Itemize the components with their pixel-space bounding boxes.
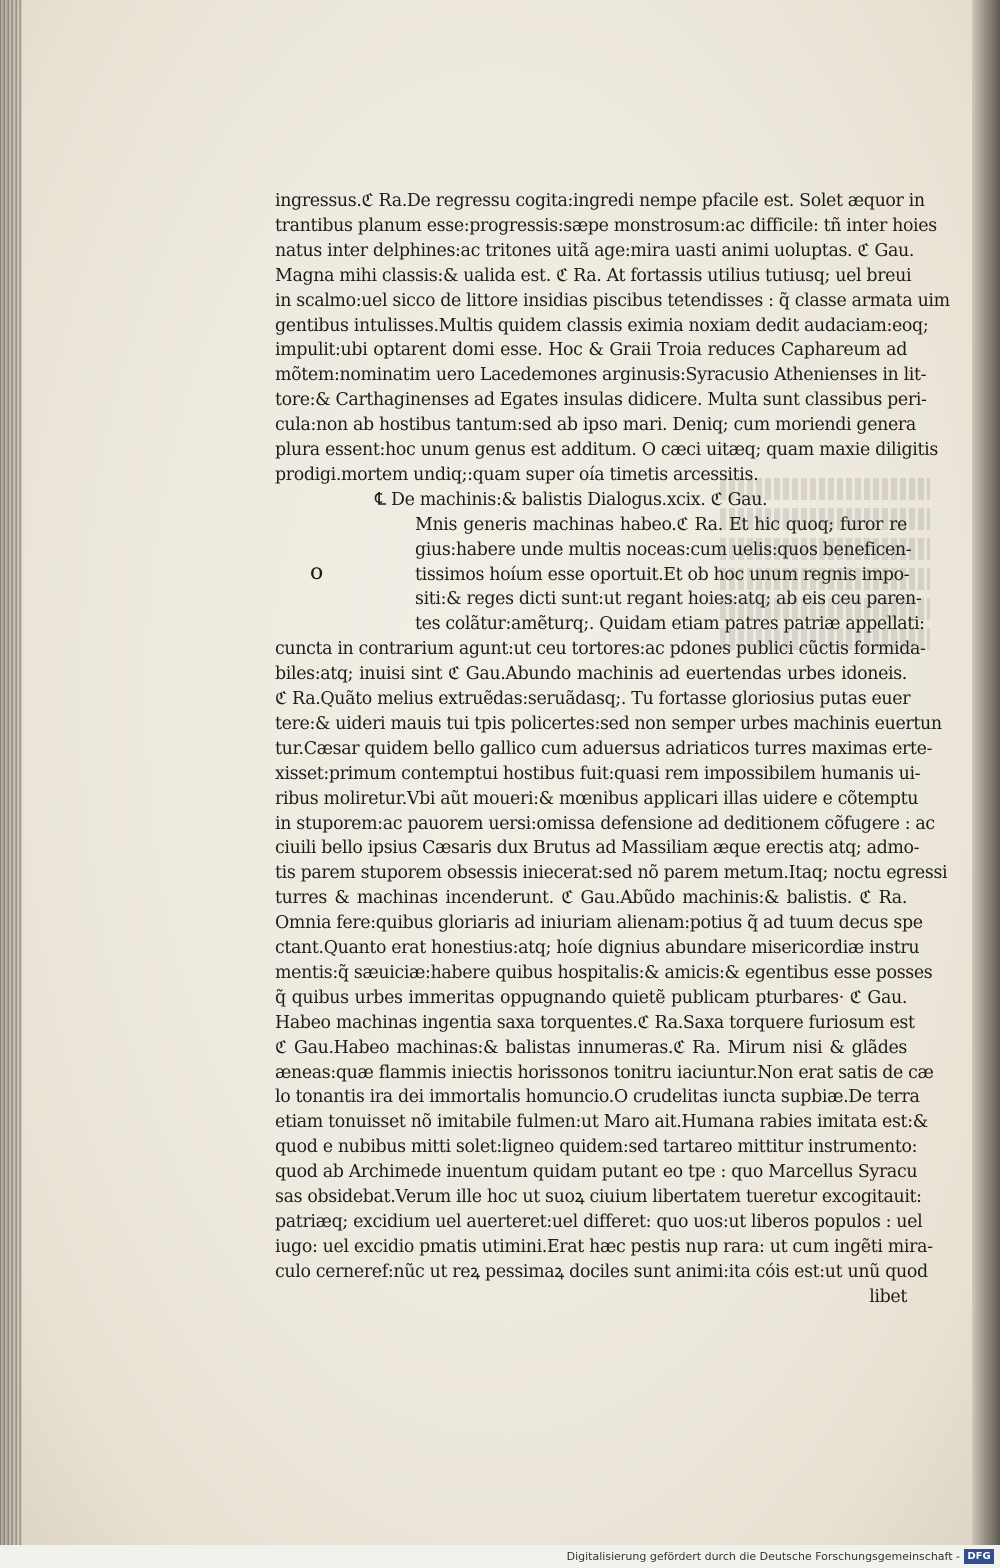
- text-line: trantibus planum esse:progressis:sæpe monstrosum:ac difficile: tñ inter hoies: [275, 215, 937, 236]
- text-line: etiam tonuisset nõ imitabile fulmen:ut Maro ait.Humana rabies imitata est:&: [275, 1112, 928, 1133]
- dfg-logo: DFG: [964, 1549, 994, 1564]
- text-line: Habeo machinas ingentia saxa torquentes.ℭ Ra.Saxa torquere furiosum est: [275, 1012, 915, 1033]
- text-line: tis parem stuporem obsessis iniecerat:sed nõ parem metum.Itaq; noctu egressi: [275, 863, 948, 884]
- text-line: mentis:q̃ sæuiciæ:habere quibus hospitalis:& amicis:& egentibus esse posses: [275, 962, 933, 983]
- text-line: ℭ Gau.Habeo machinas:& balistas innumeras.ℭ Ra. Mirum nisi & glãdes: [275, 1037, 907, 1058]
- text-line: cuncta in contrarium agunt:ut ceu tortores:ac pdones publici cũctis formida-: [275, 639, 926, 660]
- text-line: Mnis generis machinas habeo.ℭ Ra. Et hic quoq; furor re: [415, 514, 907, 535]
- book-binding-edge: [972, 0, 1000, 1545]
- text-line: tur.Cæsar quidem bello gallico cum aduersus adriaticos turres maximas erte-: [275, 738, 933, 759]
- text-line: plura essent:hoc unum genus est additum. O cæci uitæq; quam maxie diligitis: [275, 440, 938, 460]
- text-line: prodigi.mortem undiq;:quam super oía timetis arcessitis.: [275, 464, 759, 485]
- text-line: cula:non ab hostibus tantum:sed ab ipso mari. Deniq; cum moriendi genera: [275, 415, 916, 436]
- text-line: sas obsidebat.Verum ille hoc ut suoꝝ ciuium libertatem tueretur excogitauit:: [275, 1187, 922, 1207]
- text-line: ℭ Ra.Quãto melius extruẽdas:seruãdasq;. Tu fortasse gloriosius putas euer: [275, 689, 911, 709]
- text-line: tes colãtur:amẽturq;. Quidam etiam patres patriæ appellati:: [415, 614, 925, 635]
- text-line: in stuporem:ac pauorem uersi:omissa defensione ad deditionem cõfugere : ac: [275, 813, 935, 834]
- text-line: ctant.Quanto erat honestius:atq; hoíe dignius abundare misericordiæ instru: [275, 938, 920, 958]
- text-line: biles:atq; inuisi sint ℭ Gau.Abundo machinis ad euertendas urbes idoneis.: [275, 664, 907, 685]
- text-line: ribus moliretur.Vbi aũt moueri:& mœnibus applicari illas uidere e cõtemptu: [275, 788, 919, 809]
- text-line: ℄ De machinis:& balistis Dialogus.xcix. ℭ Gau.: [375, 489, 768, 510]
- text-line: æneas:quæ flammis iniectis horissonos tonitru iaciuntur.Non erat satis de cæ: [275, 1062, 934, 1083]
- text-line: tore:& Carthaginenses ad Egates insulas didicere. Multa sunt classibus peri-: [275, 390, 927, 411]
- text-line: lo tonantis ira dei immortalis homuncio.O crudelitas iuncta supbiæ.De terra: [275, 1087, 920, 1108]
- text-line: Magna mihi classis:& ualida est. ℭ Ra. At fortassis utilius tutiusq; uel breui: [275, 265, 912, 286]
- text-line: in scalmo:uel sicco de littore insidias piscibus tetendisses : q̃ classe armata uim: [275, 290, 950, 311]
- text-line: xisset:primum contemptui hostibus fuit:quasi rem impossibilem humanis ui-: [275, 763, 921, 784]
- text-line: siti:& reges dicti sunt:ut regant hoies:atq; ab eis ceu paren-: [415, 589, 922, 610]
- footer-credit: Digitalisierung gefördert durch die Deutsche Forschungsgemeinschaft -: [566, 1550, 960, 1563]
- text-line: ciuili bello ipsius Cæsaris dux Brutus ad Massiliam æque erectis atq; admo-: [275, 838, 920, 859]
- margin-mark: o: [310, 560, 324, 585]
- text-line: gius:habere unde multis noceas:cum uelis:quos beneficen-: [415, 539, 912, 560]
- text-line: tissimos hoíum esse oportuit.Et ob hoc unum regnis impo-: [415, 564, 910, 585]
- text-line: culo cerneref:nũc ut reꝝ pessimaꝝ dociles sunt animi:ita cóis est:ut unũ quod: [275, 1261, 928, 1282]
- footer-bar: [0, 1545, 1000, 1568]
- page-edges-left: [0, 0, 22, 1545]
- text-line: natus inter delphines:ac tritones uitã age:mira uasti animi uoluptas. ℭ Gau.: [275, 240, 915, 261]
- text-line: mõtem:nominatim uero Lacedemones arginusis:Syracusio Athenienses in lit-: [275, 365, 927, 386]
- text-line: q̃ quibus urbes immeritas oppugnando quietẽ publicam pturbares· ℭ Gau.: [275, 987, 907, 1008]
- text-line: impulit:ubi optarent domi esse. Hoc & Graii Troia reduces Caphareum ad: [275, 340, 907, 361]
- text-line: quod ab Archimede inuentum quidam putant eo tpe : quo Marcellus Syracu: [275, 1162, 918, 1183]
- text-line: Omnia fere:quibus gloriaris ad iniuriam alienam:potius q̃ ad tuum decus spe: [275, 913, 923, 934]
- text-line: quod e nubibus mitti solet:ligneo quidem:sed tartareo mittitur instrumento:: [275, 1137, 918, 1158]
- text-line: libet: [869, 1286, 907, 1307]
- text-line: ingressus.ℭ Ra.De regressu cogita:ingredi nempe pfacile est. Solet æquor in: [275, 191, 925, 211]
- text-block: [275, 188, 950, 1307]
- text-line: iugo: uel excidio pmatis utimini.Erat hæc pestis nup rara: ut cum ingẽti mira-: [275, 1236, 933, 1257]
- text-line: gentibus intulisses.Multis quidem classis eximia noxiam dedit audaciam:eoq;: [275, 315, 929, 336]
- text-line: turres & machinas incenderunt. ℭ Gau.Abũdo machinis:& balistis. ℭ Ra.: [275, 888, 907, 909]
- text-line: patriæq; excidium uel auerteret:uel differet: quo uos:ut liberos populos : uel: [275, 1211, 923, 1232]
- text-line: tere:& uideri mauis tui tpis policertes:sed non semper urbes machinis euertun: [275, 713, 942, 734]
